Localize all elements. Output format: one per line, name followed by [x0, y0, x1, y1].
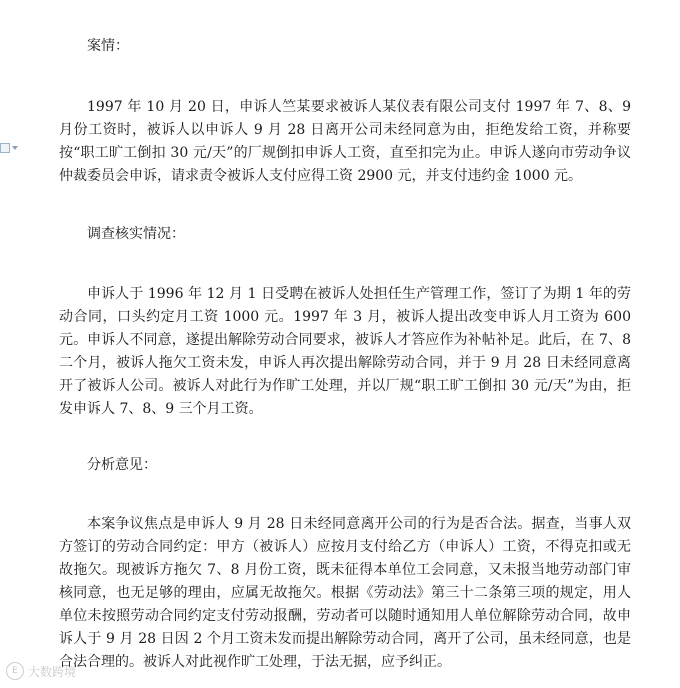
- paragraph-marker-box: [0, 143, 10, 153]
- chevron-down-icon: [12, 146, 18, 150]
- watermark-logo-icon: E: [6, 662, 24, 680]
- section-paragraph-analysis: [59, 513, 631, 674]
- section-paragraph-investigation: [59, 283, 631, 421]
- watermark-text: 大数跨境: [28, 664, 77, 679]
- section-heading-investigation: 调查核实情况：: [87, 226, 185, 242]
- paragraph-text: 申诉人于 1996 年 12 月 1 日受聘在被诉人处担任生产管理工作，签订了为期 1 年的劳动合同，口头约定月工资 1000 元。1997 年 3 月，被诉人提出改变申诉人月工资为 600 元。申诉人不同意，遂提出解除劳动合同要求，被诉人才答应作为补帖补足。此后，在 7、8 二个月，被诉人拖欠工资未发，申诉人再次提出解除劳动合同，并于 9 月 28 日未经同意离开了被诉人公司。被诉人对此行为作旷工处理，并以厂规“职工旷工倒扣 30 元/天”为由，拒发申诉人 7、8、9 三个月工资。: [59, 286, 631, 417]
- section-heading-analysis: 分析意见：: [87, 457, 157, 473]
- section-heading-case: 案情：: [87, 38, 129, 54]
- paragraph-text: 1997 年 10 月 20 日，申诉人竺某要求被诉人某仪表有限公司支付 1997 年 7、8、9 月份工资时，被诉人以申诉人 9 月 28 日离开公司未经同意为由，拒绝发给工资，并称要按“职工旷工倒扣 30 元/天”的厂规倒扣申诉人工资，直至扣完为止。申诉人遂向市劳动争议仲裁委员会申诉，请求责令被诉人支付应得工资 2900 元，并支付违约金 1000 元。: [59, 99, 631, 184]
- watermark: [6, 662, 76, 680]
- section-paragraph-case: [59, 96, 631, 188]
- margin-marker-icon[interactable]: [0, 143, 22, 153]
- paragraph-text: 本案争议焦点是申诉人 9 月 28 日未经同意离开公司的行为是否合法。据查，当事人双方签订的劳动合同约定：甲方（被诉人）应按月支付给乙方（申诉人）工资，不得克扣或无故拖欠。现被诉方拖欠 7、8 月份工资，既未征得本单位工会同意，又未报当地劳动部门审核同意，也无足够的理由，应属无故拖欠。根据《劳动法》第三十二条第三项的规定，用人单位未按照劳动合同约定支付劳动报酬，劳动者可以随时通知用人单位解除劳动合同，故申诉人于 9 月 28 日因 2 个月工资未发而提出解除劳动合同，离开了公司，虽未经同意，也是合法合理的。被诉人对此视作旷工处理，于法无据，应予纠正。: [59, 516, 631, 670]
